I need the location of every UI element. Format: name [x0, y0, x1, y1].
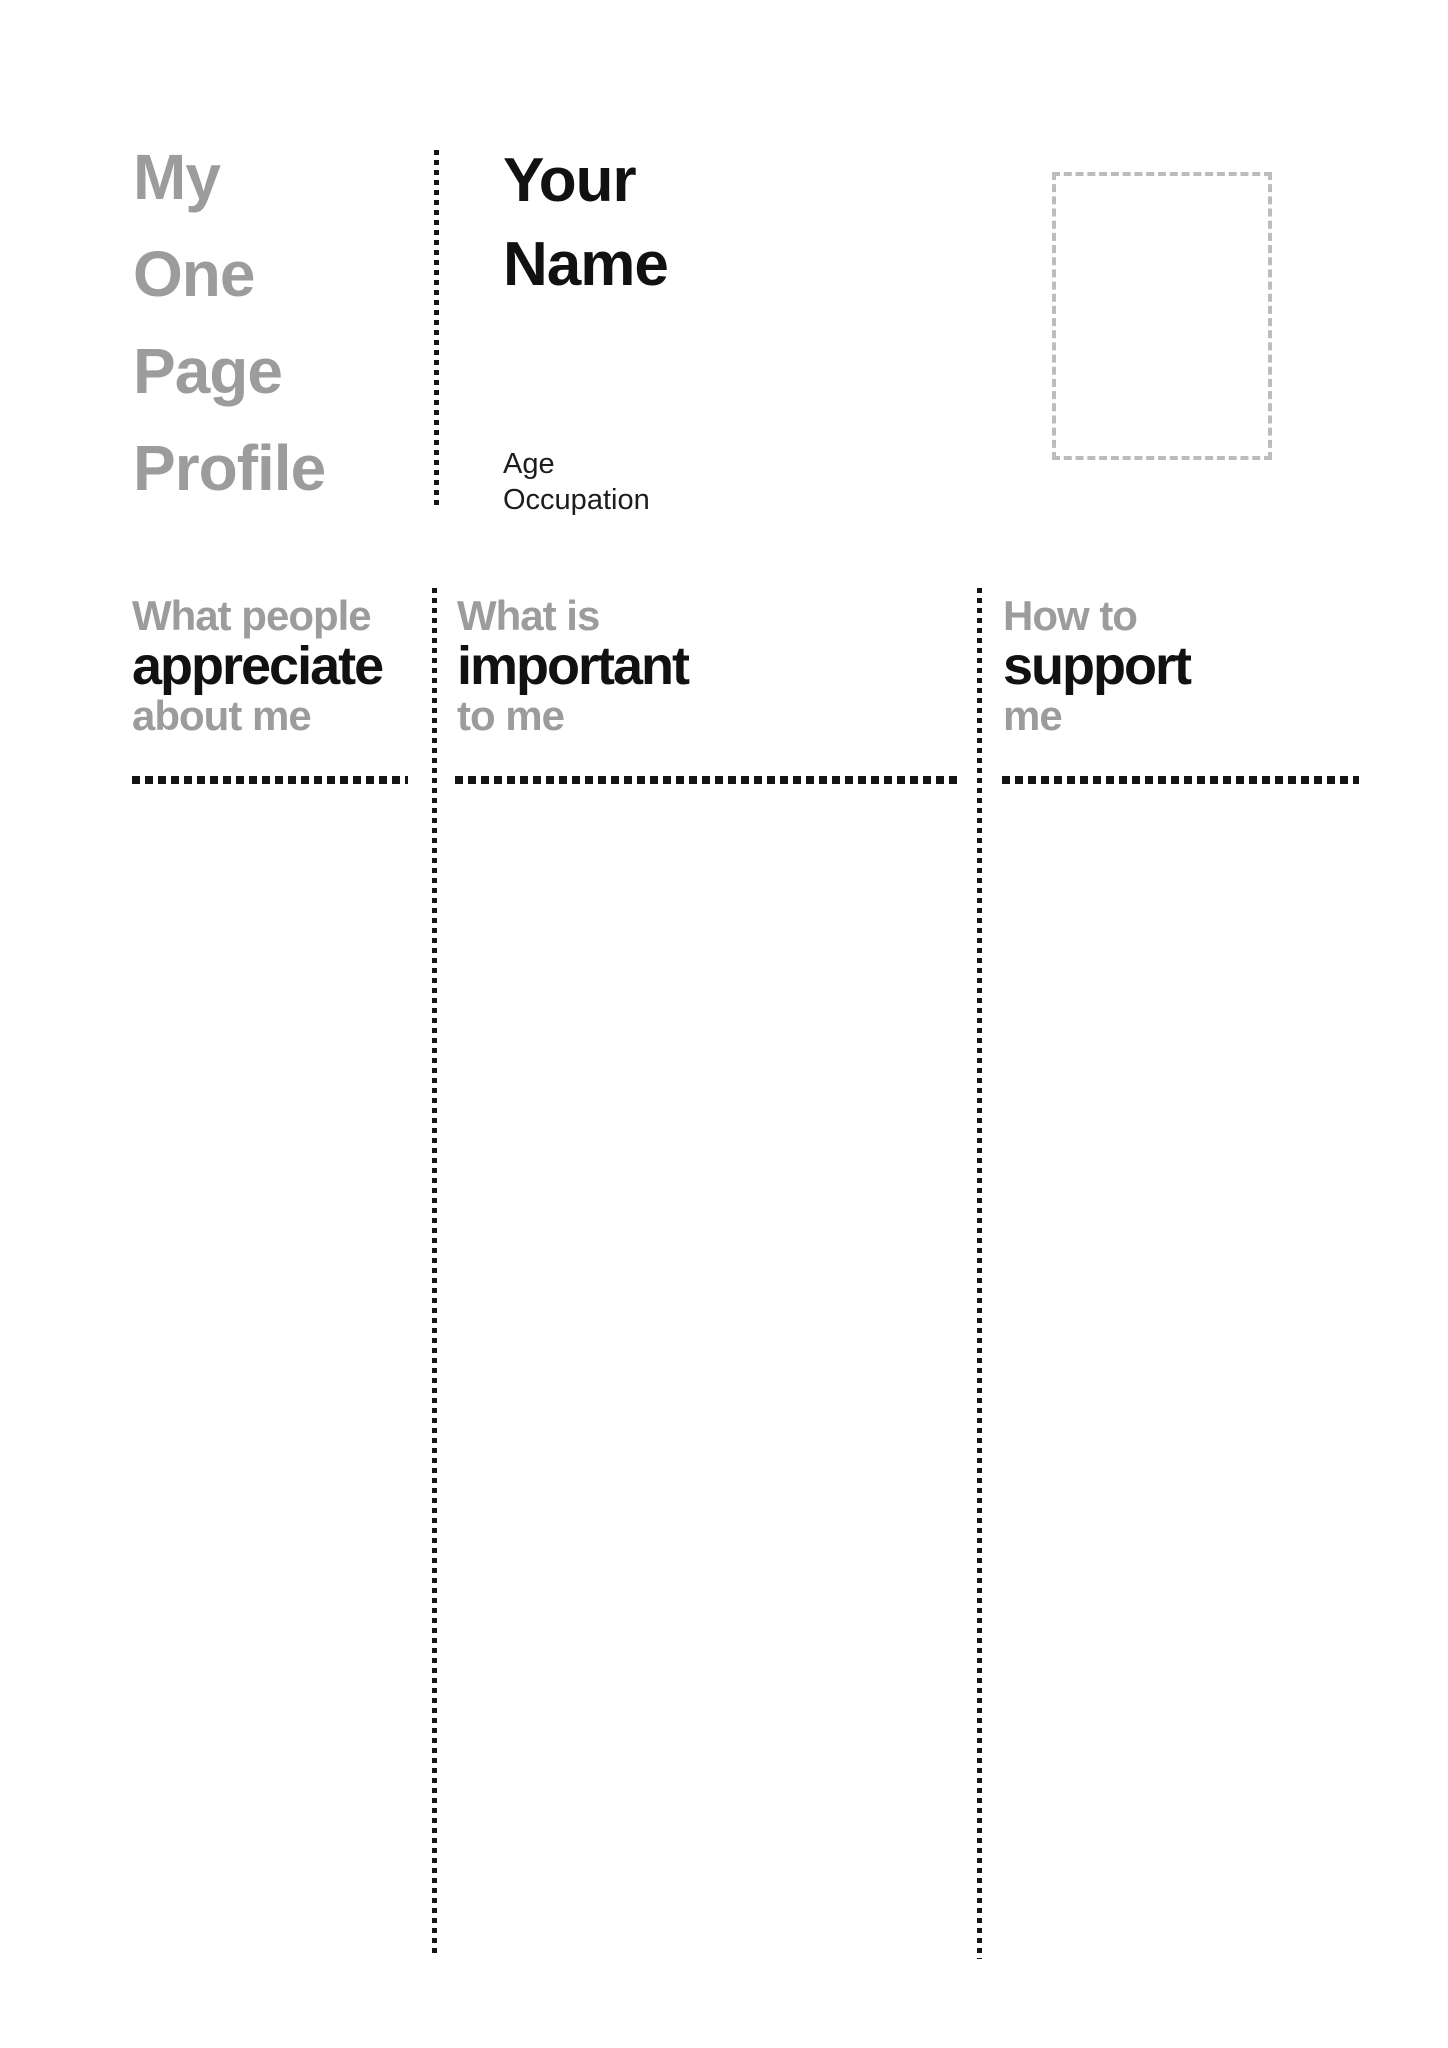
profile-meta — [503, 446, 650, 518]
age-label: Age — [503, 448, 555, 480]
column-content-area-support — [990, 790, 1390, 1950]
document-title-line-4: Profile — [133, 432, 326, 504]
column-content-area-important — [445, 790, 970, 1950]
column-divider-dotted-line-1 — [432, 588, 437, 1954]
column-divider-dotted-line-2 — [977, 588, 982, 1959]
document-title-line-2: One — [133, 238, 255, 310]
column-heading-support — [1003, 593, 1363, 739]
document-title — [133, 129, 325, 517]
column-heading-tail: to me — [457, 692, 565, 739]
column-heading-keyword: appreciate — [132, 636, 383, 696]
column-heading-keyword: important — [457, 636, 688, 696]
name-line-1: Your — [503, 146, 636, 215]
column-heading-lead: How to — [1003, 592, 1137, 639]
photo-placeholder-box — [1052, 172, 1272, 460]
column-content-area-appreciate — [110, 790, 425, 1950]
column-underline-dotted-important — [455, 776, 958, 784]
header-divider-dotted-line — [434, 150, 439, 507]
column-underline-dotted-appreciate — [132, 776, 408, 784]
column-underline-dotted-support — [1002, 776, 1359, 784]
column-heading-tail: about me — [132, 692, 311, 739]
column-heading-appreciate — [132, 593, 432, 739]
column-heading-tail: me — [1003, 692, 1062, 739]
column-heading-lead: What people — [132, 592, 371, 639]
column-heading-lead: What is — [457, 592, 600, 639]
column-heading-keyword: support — [1003, 636, 1190, 696]
occupation-label: Occupation — [503, 484, 650, 516]
profile-name-heading — [503, 139, 668, 307]
document-title-line-3: Page — [133, 335, 282, 407]
column-heading-important — [457, 593, 967, 739]
name-line-2: Name — [503, 230, 668, 299]
document-title-line-1: My — [133, 141, 220, 213]
